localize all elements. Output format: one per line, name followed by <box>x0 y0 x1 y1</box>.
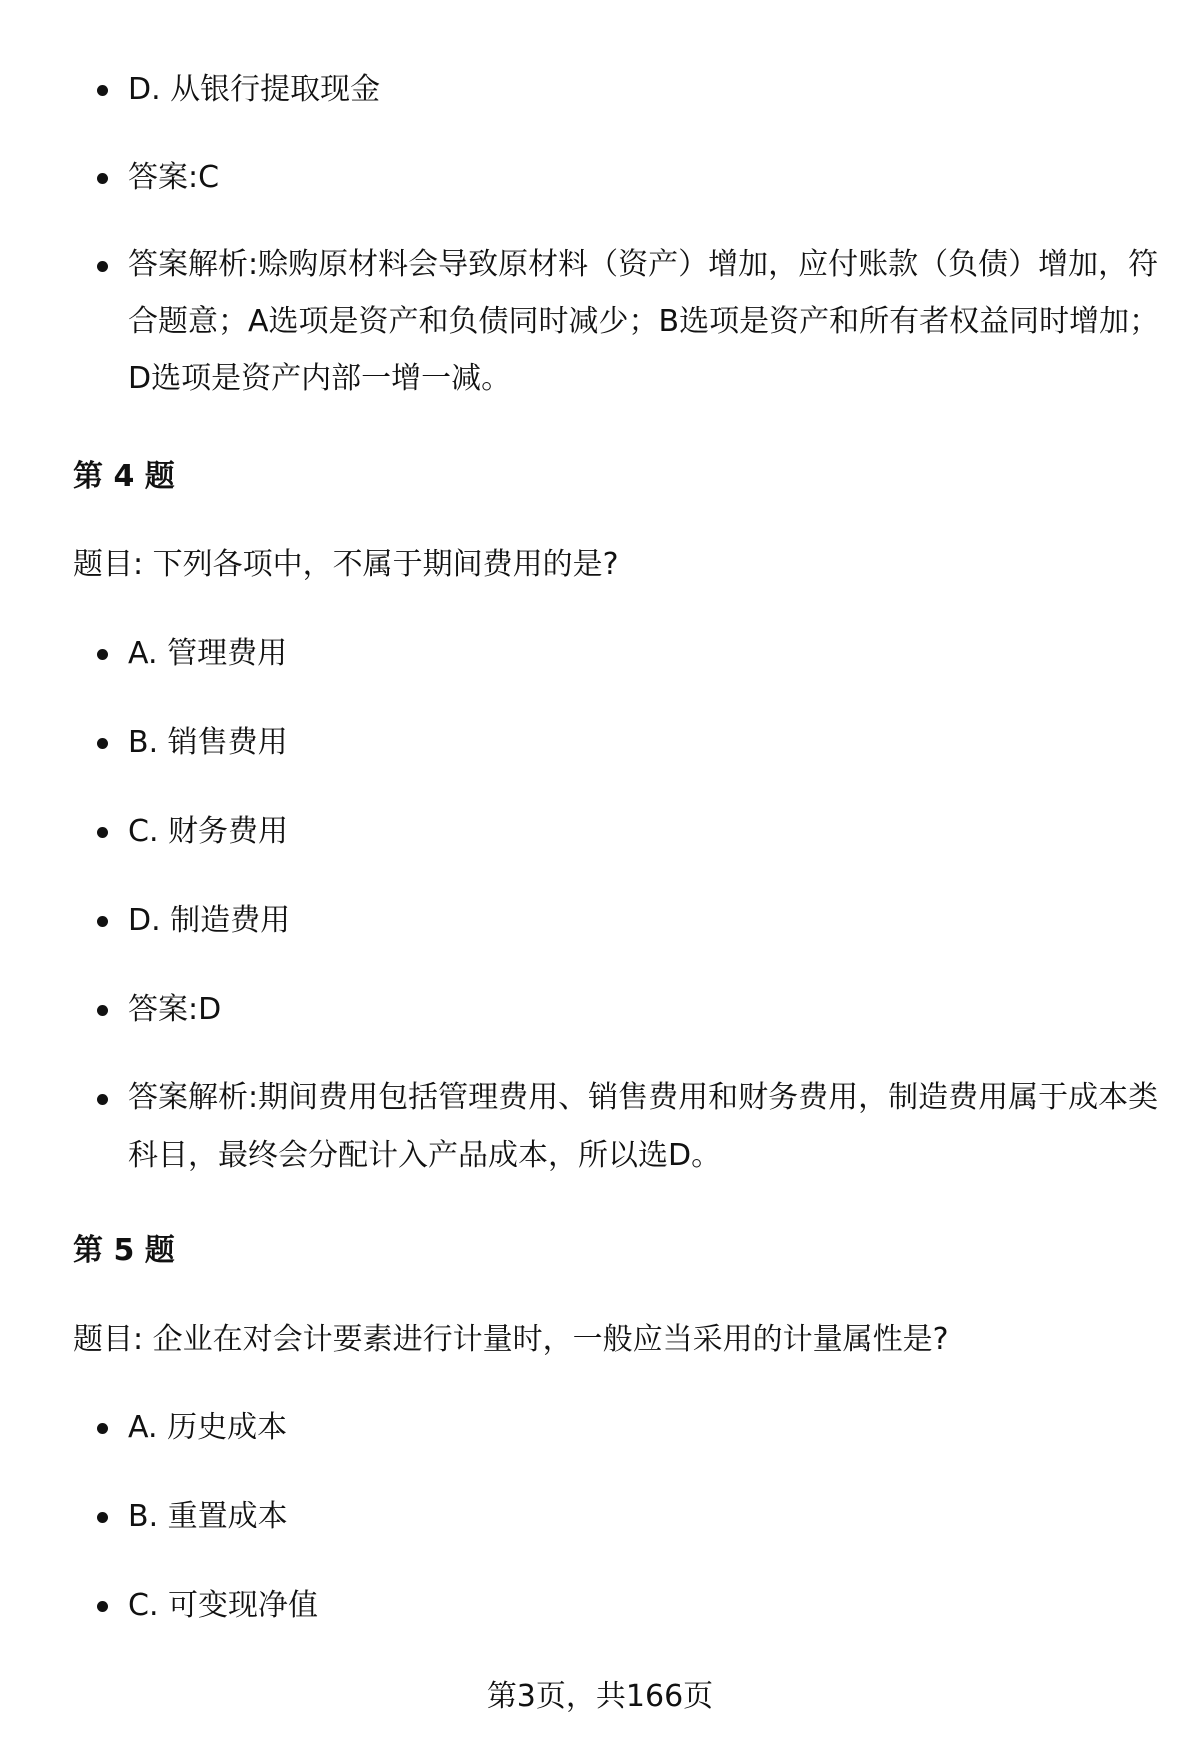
bullet-dot <box>97 738 108 749</box>
question-heading: 第 4 题 <box>73 459 175 494</box>
question-text: 题目: 企业在对会计要素进行计量时，一般应当采用的计量属性是? <box>73 1322 949 1357</box>
answer-text: 答案:D <box>128 992 222 1027</box>
option-text: A. 管理费用 <box>128 636 288 671</box>
option-text: C. 可变现净值 <box>128 1588 319 1623</box>
answer-text: 答案:C <box>128 160 220 195</box>
explanation-text: 答案解析:期间费用包括管理费用、销售费用和财务费用，制造费用属于成本类科目，最终会分配计入产品成本，所以选D。 <box>128 1080 1159 1173</box>
option-text: B. 销售费用 <box>128 725 288 760</box>
option-text: B. 重置成本 <box>128 1499 288 1534</box>
page-number: 第3页，共166页 <box>486 1679 714 1714</box>
bullet-dot <box>97 85 108 96</box>
option-text: D. 从银行提取现金 <box>128 72 381 107</box>
bullet-dot <box>97 1005 108 1016</box>
bullet-dot <box>97 916 108 927</box>
question-heading: 第 5 题 <box>73 1233 175 1268</box>
option-text: D. 制造费用 <box>128 903 291 938</box>
bullet-dot <box>97 1094 108 1105</box>
option-text: C. 财务费用 <box>128 814 289 849</box>
option-text: A. 历史成本 <box>128 1410 288 1445</box>
bullet-dot <box>97 261 108 272</box>
bullet-dot <box>97 649 108 660</box>
bullet-dot <box>97 1423 108 1434</box>
bullet-dot <box>97 1601 108 1612</box>
explanation-text: 答案解析:赊购原材料会导致原材料（资产）增加，应付账款（负债）增加，符合题意；A选项是资产和负债同时减少；B选项是资产和所有者权益同时增加；D选项是资产内部一增一减。 <box>128 247 1160 396</box>
bullet-dot <box>97 827 108 838</box>
bullet-dot <box>97 1512 108 1523</box>
question-text: 题目: 下列各项中，不属于期间费用的是? <box>73 547 619 582</box>
bullet-dot <box>97 173 108 184</box>
